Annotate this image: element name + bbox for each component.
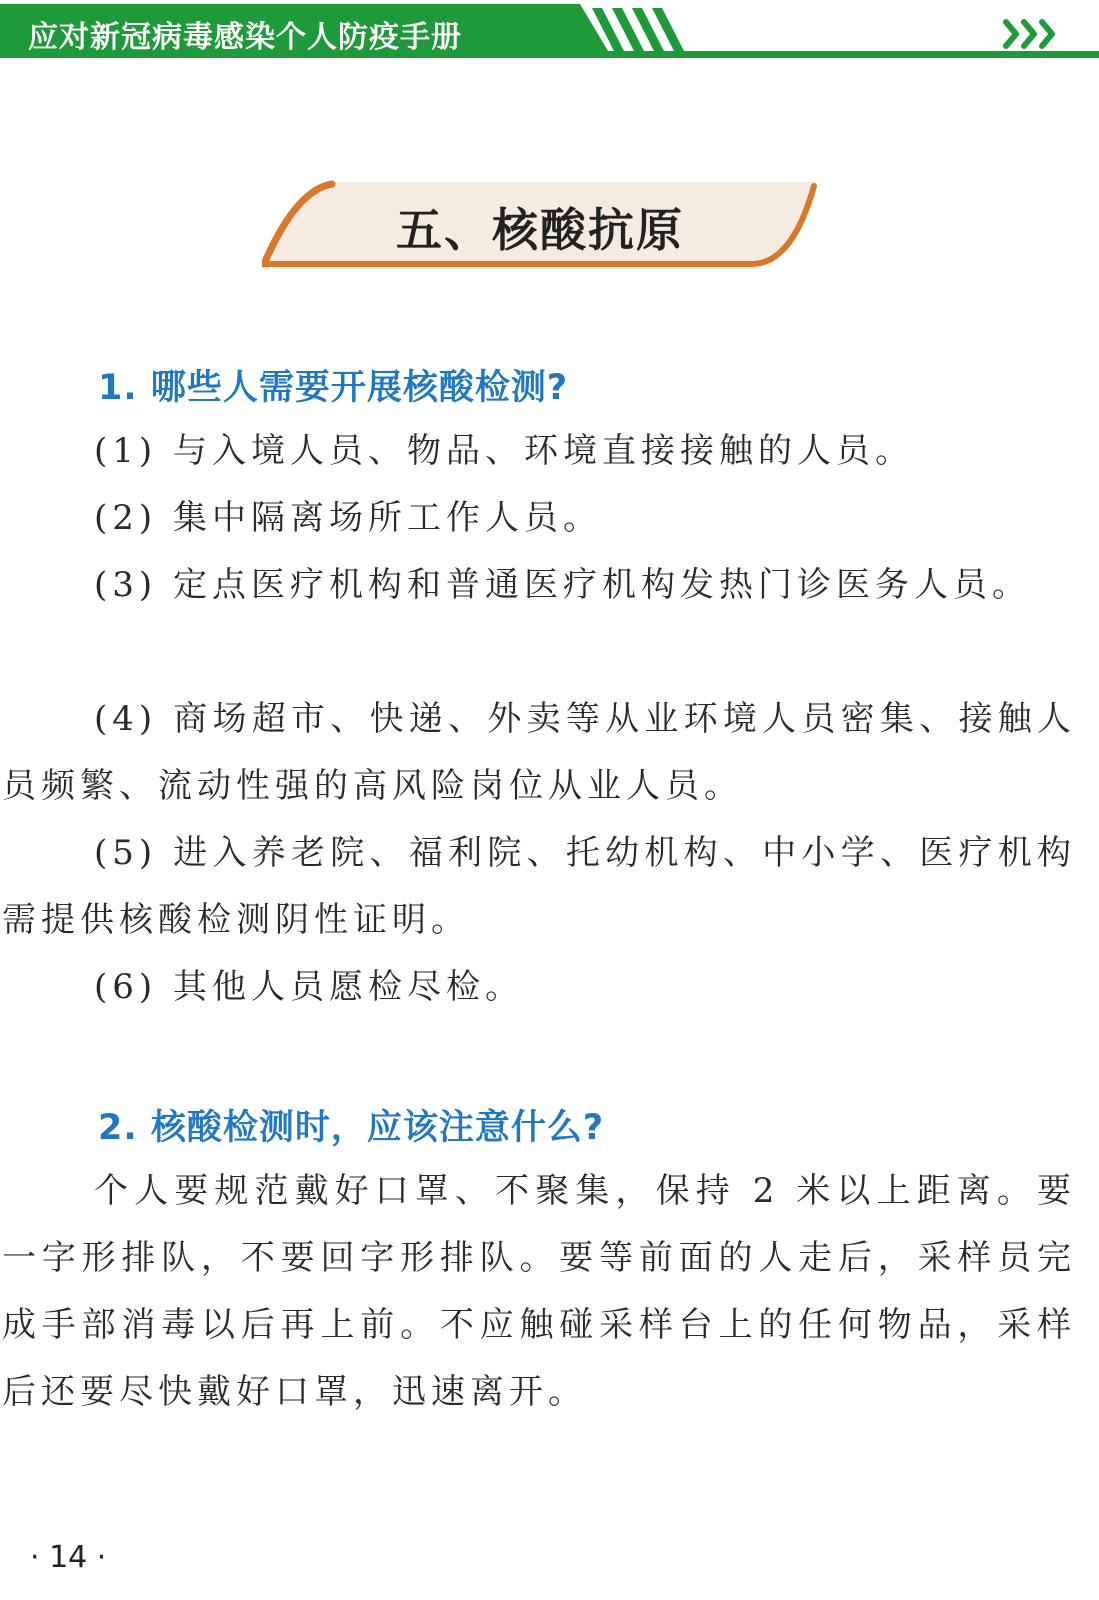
chapter-title: 五、核酸抗原 bbox=[396, 203, 684, 257]
section-heading-2: 2. 核酸检测时，应该注意什么? bbox=[98, 1108, 605, 1148]
running-header bbox=[0, 0, 1099, 64]
paragraph-1-2: (2) 集中隔离场所工作人员。 bbox=[94, 498, 602, 538]
paragraph-1-3: (3) 定点医疗机构和普通医疗机构发热门诊医务人员。 bbox=[94, 565, 1031, 605]
paragraph-1-5: (5) 进入养老院、福利院、托幼机构、中小学、医疗机构需提供核酸检测阴性证明。 bbox=[2, 833, 1076, 940]
paragraph-1-1: (1) 与入境人员、物品、环境直接接触的人员。 bbox=[94, 431, 914, 471]
section-heading-1: 1. 哪些人需要开展核酸检测? bbox=[98, 368, 569, 408]
chapter-banner bbox=[262, 180, 818, 270]
paragraph-2-1: 个人要规范戴好口罩、不聚集，保持 2 米以上距离。要一字形排队，不要回字形排队。要等前面的人走后，采样员完成手部消毒以后再上前。不应触碰采样台上的任何物品，采样后还要尽快戴好口罩，迅速离开。 bbox=[2, 1171, 1076, 1412]
paragraph-1-4: (4) 商场超市、快递、外卖等从业环境人员密集、接触人员频繁、流动性强的高风险岗位从业人员。 bbox=[2, 699, 1076, 806]
handbook-title: 应对新冠病毒感染个人防疫手册 bbox=[28, 20, 462, 55]
page-number: · 14 · bbox=[30, 1540, 107, 1575]
paragraph-1-6: (6) 其他人员愿检尽检。 bbox=[94, 967, 524, 1007]
chevrons-icon bbox=[1006, 22, 1052, 46]
